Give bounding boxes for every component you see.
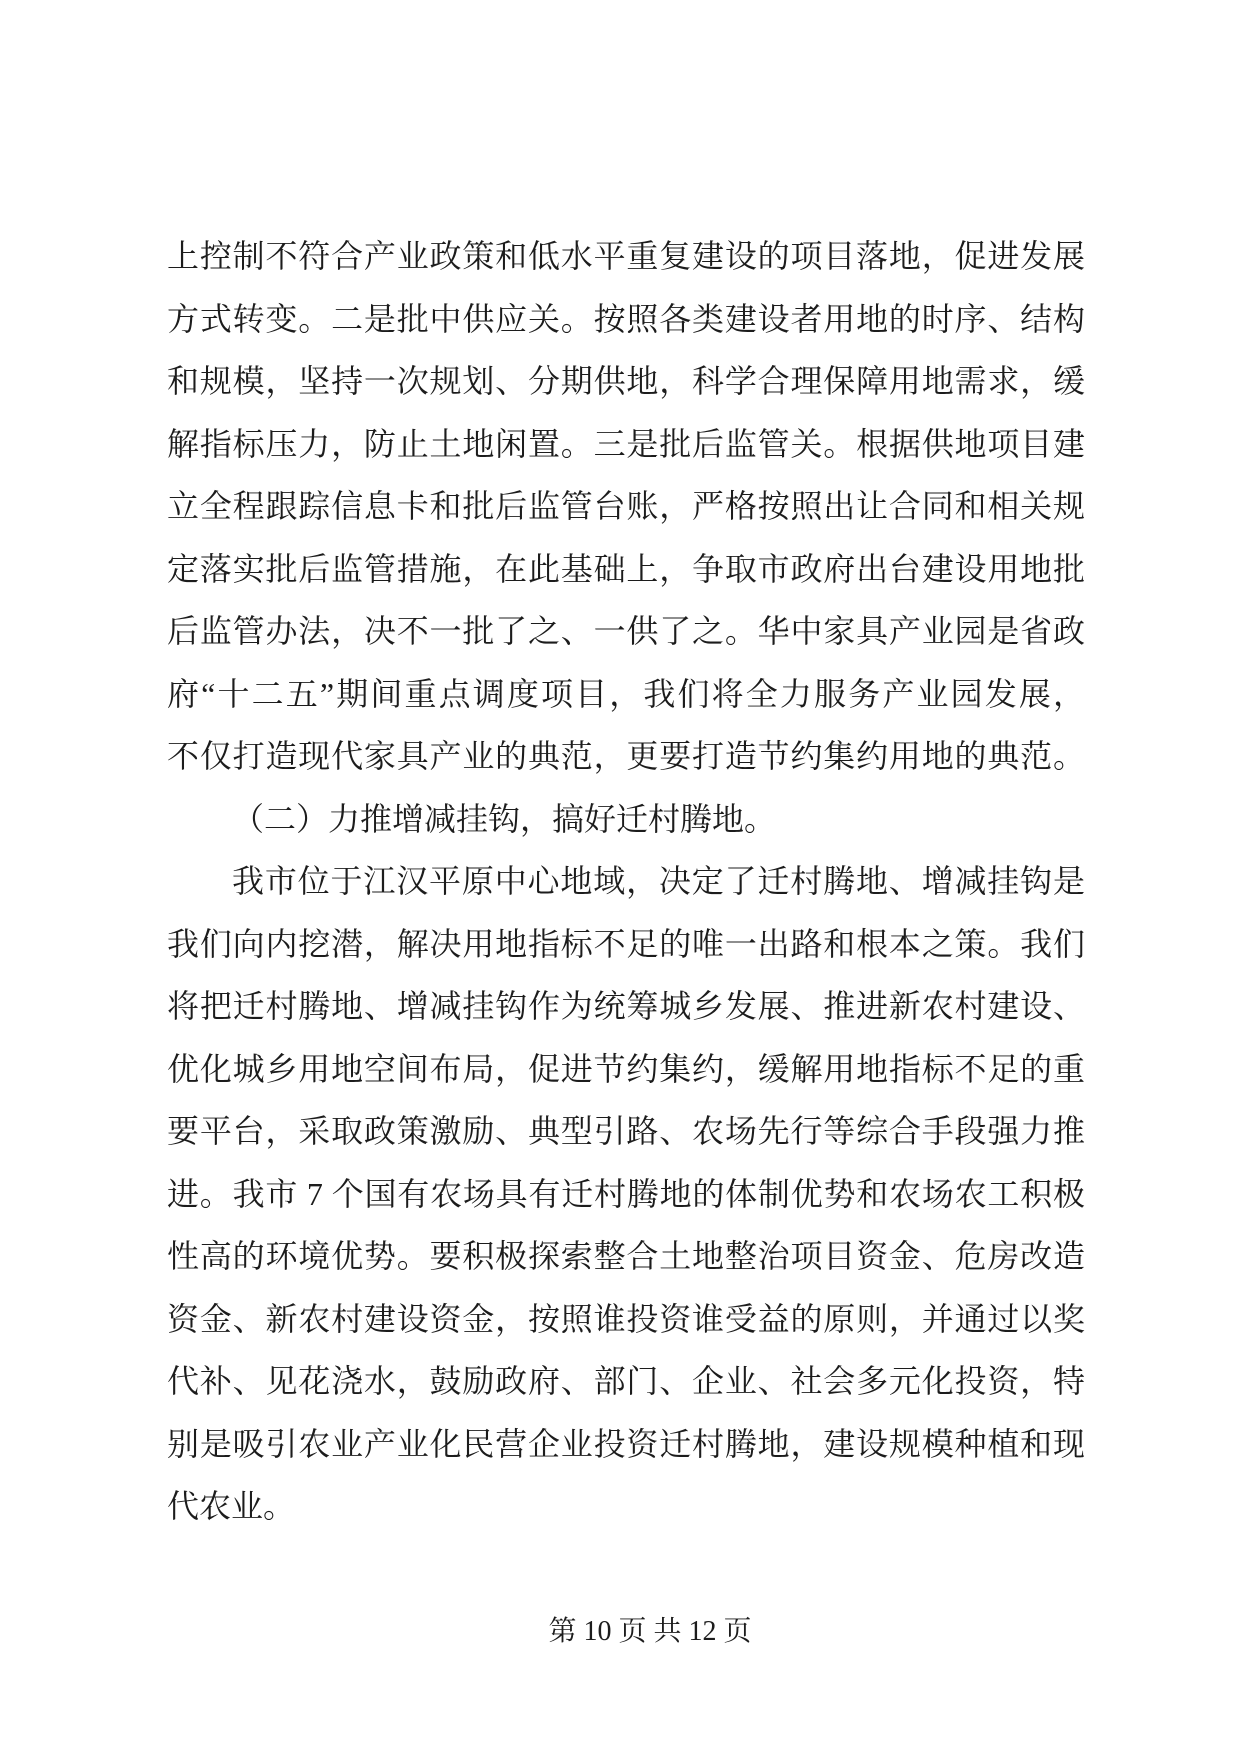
text-line: 我市位于江汉平原中心地域，决定了迁村腾地、增减挂钩是 <box>232 863 1085 899</box>
text-line: 后监管办法，决不一批了之、一供了之。华中家具产业园是省政 <box>167 613 1085 649</box>
text-line: 不仅打造现代家具产业的典范，更要打造节约集约用地的典范。 <box>167 738 1085 774</box>
text-line: 府“十二五”期间重点调度项目，我们将全力服务产业园发展， <box>167 675 1085 712</box>
text-line: 和规模，坚持一次规划、分期供地，科学合理保障用地需求，缓 <box>167 363 1085 399</box>
document-body <box>167 225 1085 1538</box>
text-line: 资金、新农村建设资金，按照谁投资谁受益的原则，并通过以奖 <box>167 1300 1085 1337</box>
text-line: 上控制不符合产业政策和低水平重复建设的项目落地，促进发展 <box>167 238 1085 274</box>
text-line: 立全程跟踪信息卡和批后监管台账，严格按照出让合同和相关规 <box>167 488 1085 524</box>
page-number-text: 第 10 页 共 12 页 <box>548 1616 752 1647</box>
text-line: 将把迁村腾地、增减挂钩作为统筹城乡发展、推进新农村建设、 <box>167 988 1085 1024</box>
text-line: 我们向内挖潜，解决用地指标不足的唯一出路和根本之策。我们 <box>167 925 1085 962</box>
text-line: 进。我市 7 个国有农场具有迁村腾地的体制优势和农场农工积极 <box>167 1175 1085 1212</box>
text-line: 解指标压力，防止土地闲置。三是批后监管关。根据供地项目建 <box>167 425 1085 462</box>
text-line: 优化城乡用地空间布局，促进节约集约，缓解用地指标不足的重 <box>167 1050 1085 1087</box>
text-line: 代农业。 <box>167 1488 296 1524</box>
text-line: 要平台，采取政策激励、典型引路、农场先行等综合手段强力推 <box>167 1113 1085 1149</box>
text-line: 性高的环境优势。要积极探索整合土地整治项目资金、危房改造 <box>167 1238 1085 1274</box>
section-heading: （二）力推增减挂钩，搞好迁村腾地。 <box>232 800 777 837</box>
text-line: 代补、见花浇水，鼓励政府、部门、企业、社会多元化投资，特 <box>167 1363 1085 1399</box>
page-footer <box>167 1614 1085 1650</box>
text-line: 定落实批后监管措施，在此基础上，争取市政府出台建设用地批 <box>167 550 1085 587</box>
text-line: 方式转变。二是批中供应关。按照各类建设者用地的时序、结构 <box>167 300 1085 337</box>
text-line: 别是吸引农业产业化民营企业投资迁村腾地，建设规模种植和现 <box>167 1425 1085 1462</box>
